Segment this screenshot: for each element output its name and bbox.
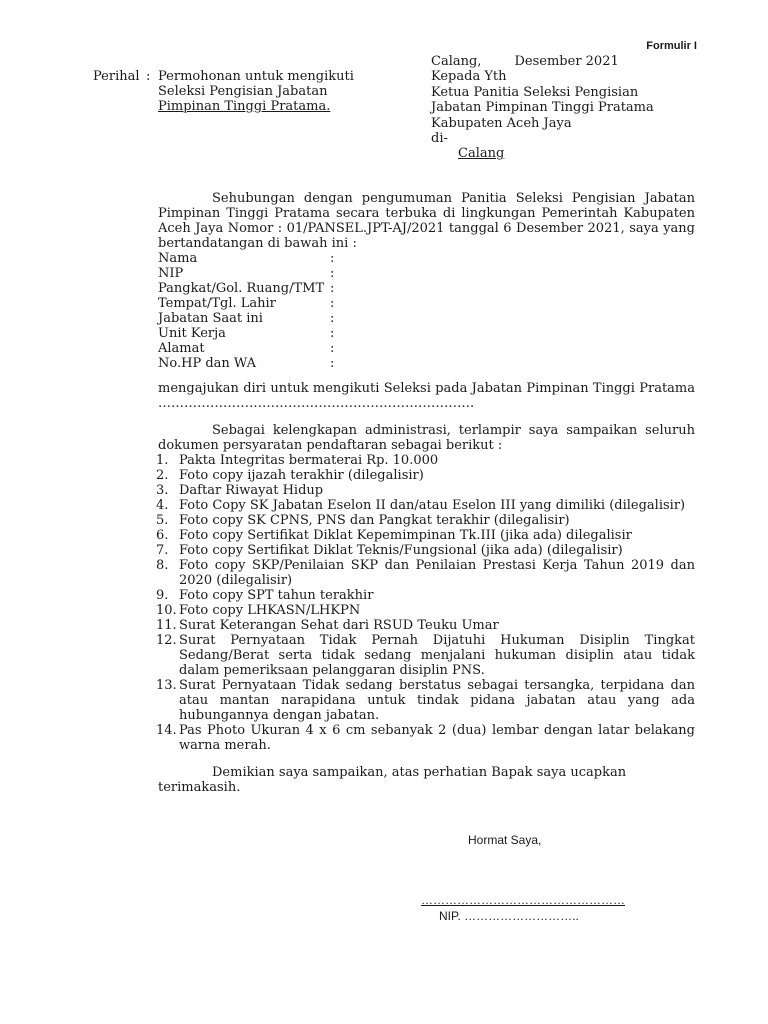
list-text: Surat Pernyataan Tidak Pernah Dijatuhi Hukuman Disiplin Tingkat Sedang/Berat serta tidak sedang menjalani hukuman disiplin atau tidak dalam pemeriksaan pelanggaran disiplin PNS. — [179, 633, 695, 678]
field-row — [158, 281, 695, 296]
list-text: Foto copy ijazah terakhir (dilegalisir) — [179, 468, 424, 483]
list-item — [156, 483, 695, 498]
subject-text — [158, 69, 354, 114]
list-item — [156, 588, 695, 603]
list-text: Foto Copy SK Jabatan Eselon II dan/atau Eselon III yang dimiliki (dilegalisir) — [179, 498, 686, 513]
subject-line: Seleksi Pengisian Jabatan — [158, 84, 328, 99]
list-number: 5. — [156, 513, 169, 528]
list-item — [156, 723, 695, 753]
list-text: Foto copy Sertifikat Diklat Kepemimpinan Tk.III (jika ada) dilegalisir — [179, 528, 632, 543]
list-text: Surat Keterangan Sehat dari RSUD Teuku Umar — [179, 618, 499, 633]
field-row — [158, 356, 695, 371]
field-label: No.HP dan WA — [158, 356, 257, 371]
recipient-address — [431, 54, 654, 162]
field-colon: : — [330, 326, 335, 341]
field-row — [158, 251, 695, 266]
field-colon: : — [330, 281, 335, 296]
field-colon: : — [330, 266, 335, 281]
list-item — [156, 498, 695, 513]
field-label: Tempat/Tgl. Lahir — [158, 296, 276, 311]
list-text: Pakta Integritas bermaterai Rp. 10.000 — [179, 453, 439, 468]
list-item — [156, 543, 695, 558]
signature-name-line: …………………………………………… — [421, 893, 625, 907]
field-label: Jabatan Saat ini — [158, 311, 263, 326]
list-number: 1. — [156, 453, 169, 468]
field-colon: : — [330, 311, 335, 326]
list-number: 2. — [156, 468, 169, 483]
field-colon: : — [330, 296, 335, 311]
subject-line: Permohonan untuk mengikuti — [158, 69, 354, 84]
list-number: 13. — [156, 678, 177, 693]
attachment-intro: Sebagai kelengkapan administrasi, terlampir saya sampaikan seluruh dokumen persyaratan pendaftaran sebagai berikut : — [158, 423, 695, 453]
address-city: Calang — [458, 146, 505, 162]
signature-greeting: Hormat Saya, — [468, 833, 542, 847]
field-label: Unit Kerja — [158, 326, 226, 341]
list-item — [156, 513, 695, 528]
address-line: Kepada Yth — [431, 69, 507, 85]
list-text: Foto copy SPT tahun terakhir — [179, 588, 374, 603]
list-text: Foto copy SK CPNS, PNS dan Pangkat terakhir (dilegalisir) — [179, 513, 570, 528]
apply-paragraph: mengajukan diri untuk mengikuti Seleksi pada Jabatan Pimpinan Tinggi Pratama ………………………………………………………………. — [158, 381, 695, 411]
applicant-fields — [158, 251, 695, 371]
field-row — [158, 326, 695, 341]
subject-label: Perihal — [93, 69, 140, 84]
address-line: Ketua Panitia Seleksi Pengisian — [431, 84, 639, 100]
list-number: 14. — [156, 723, 177, 738]
list-number: 9. — [156, 588, 169, 603]
list-number: 7. — [156, 543, 169, 558]
list-text: Daftar Riwayat Hidup — [179, 483, 324, 498]
field-row — [158, 311, 695, 326]
field-colon: : — [330, 341, 335, 356]
list-item — [156, 618, 695, 633]
field-label: NIP — [158, 266, 184, 281]
list-text: Foto copy LHKASN/LHKPN — [179, 603, 361, 618]
form-number-label: Formulir I — [646, 40, 697, 52]
address-line: Kabupaten Aceh Jaya — [431, 115, 572, 131]
field-row — [158, 341, 695, 356]
field-row — [158, 296, 695, 311]
field-colon: : — [330, 356, 335, 371]
list-number: 10. — [156, 603, 177, 618]
subject-line: Pimpinan Tinggi Pratama. — [158, 99, 331, 114]
list-text: Surat Pernyataan Tidak sedang berstatus sebagai tersangka, terpidana dan atau mantan narapidana untuk tindak pidana jabatan atau yang ada hubungannya dengan jabatan. — [179, 678, 695, 723]
field-row — [158, 266, 695, 281]
list-text: Foto copy SKP/Penilaian SKP dan Penilaian Prestasi Kerja Tahun 2019 dan 2020 (dilegalisir) — [179, 558, 695, 588]
list-text: Pas Photo Ukuran 4 x 6 cm sebanyak 2 (dua) lembar dengan latar belakang warna merah. — [179, 723, 695, 753]
list-item — [156, 678, 695, 723]
list-number: 11. — [156, 618, 177, 633]
list-number: 4. — [156, 498, 169, 513]
list-number: 3. — [156, 483, 169, 498]
list-number: 12. — [156, 633, 177, 648]
address-line: Jabatan Pimpinan Tinggi Pratama — [431, 100, 654, 116]
list-item — [156, 633, 695, 678]
list-item — [156, 453, 695, 468]
list-text: Foto copy Sertifikat Diklat Teknis/Fungsional (jika ada) (dilegalisir) — [179, 543, 623, 558]
list-item — [156, 468, 695, 483]
date-line: Calang, Desember 2021 — [431, 54, 619, 69]
document-list — [158, 453, 695, 753]
list-item — [156, 558, 695, 588]
field-colon: : — [330, 251, 335, 266]
field-label: Nama — [158, 251, 198, 266]
letter-body — [158, 191, 695, 795]
list-number: 6. — [156, 528, 169, 543]
list-item — [156, 603, 695, 618]
field-label: Pangkat/Gol. Ruang/TMT — [158, 281, 325, 296]
address-line: di- — [431, 130, 448, 146]
intro-paragraph: Sehubungan dengan pengumuman Panitia Seleksi Pengisian Jabatan Pimpinan Tinggi Pratama secara terbuka di lingkungan Pemerintah Kabupaten Aceh Jaya Nomor : 01/PANSEL.JPT-AJ/2021 tanggal 6 Desember 2021, saya yang bertandatangan di bawah ini : — [158, 191, 695, 251]
subject-colon: : — [146, 69, 151, 84]
list-item — [156, 528, 695, 543]
field-label: Alamat — [158, 341, 205, 356]
closing-paragraph: Demikian saya sampaikan, atas perhatian Bapak saya ucapkan terimakasih. — [158, 765, 627, 795]
signature-nip: NIP. ……………………….. — [439, 909, 579, 923]
list-number: 8. — [156, 558, 169, 573]
